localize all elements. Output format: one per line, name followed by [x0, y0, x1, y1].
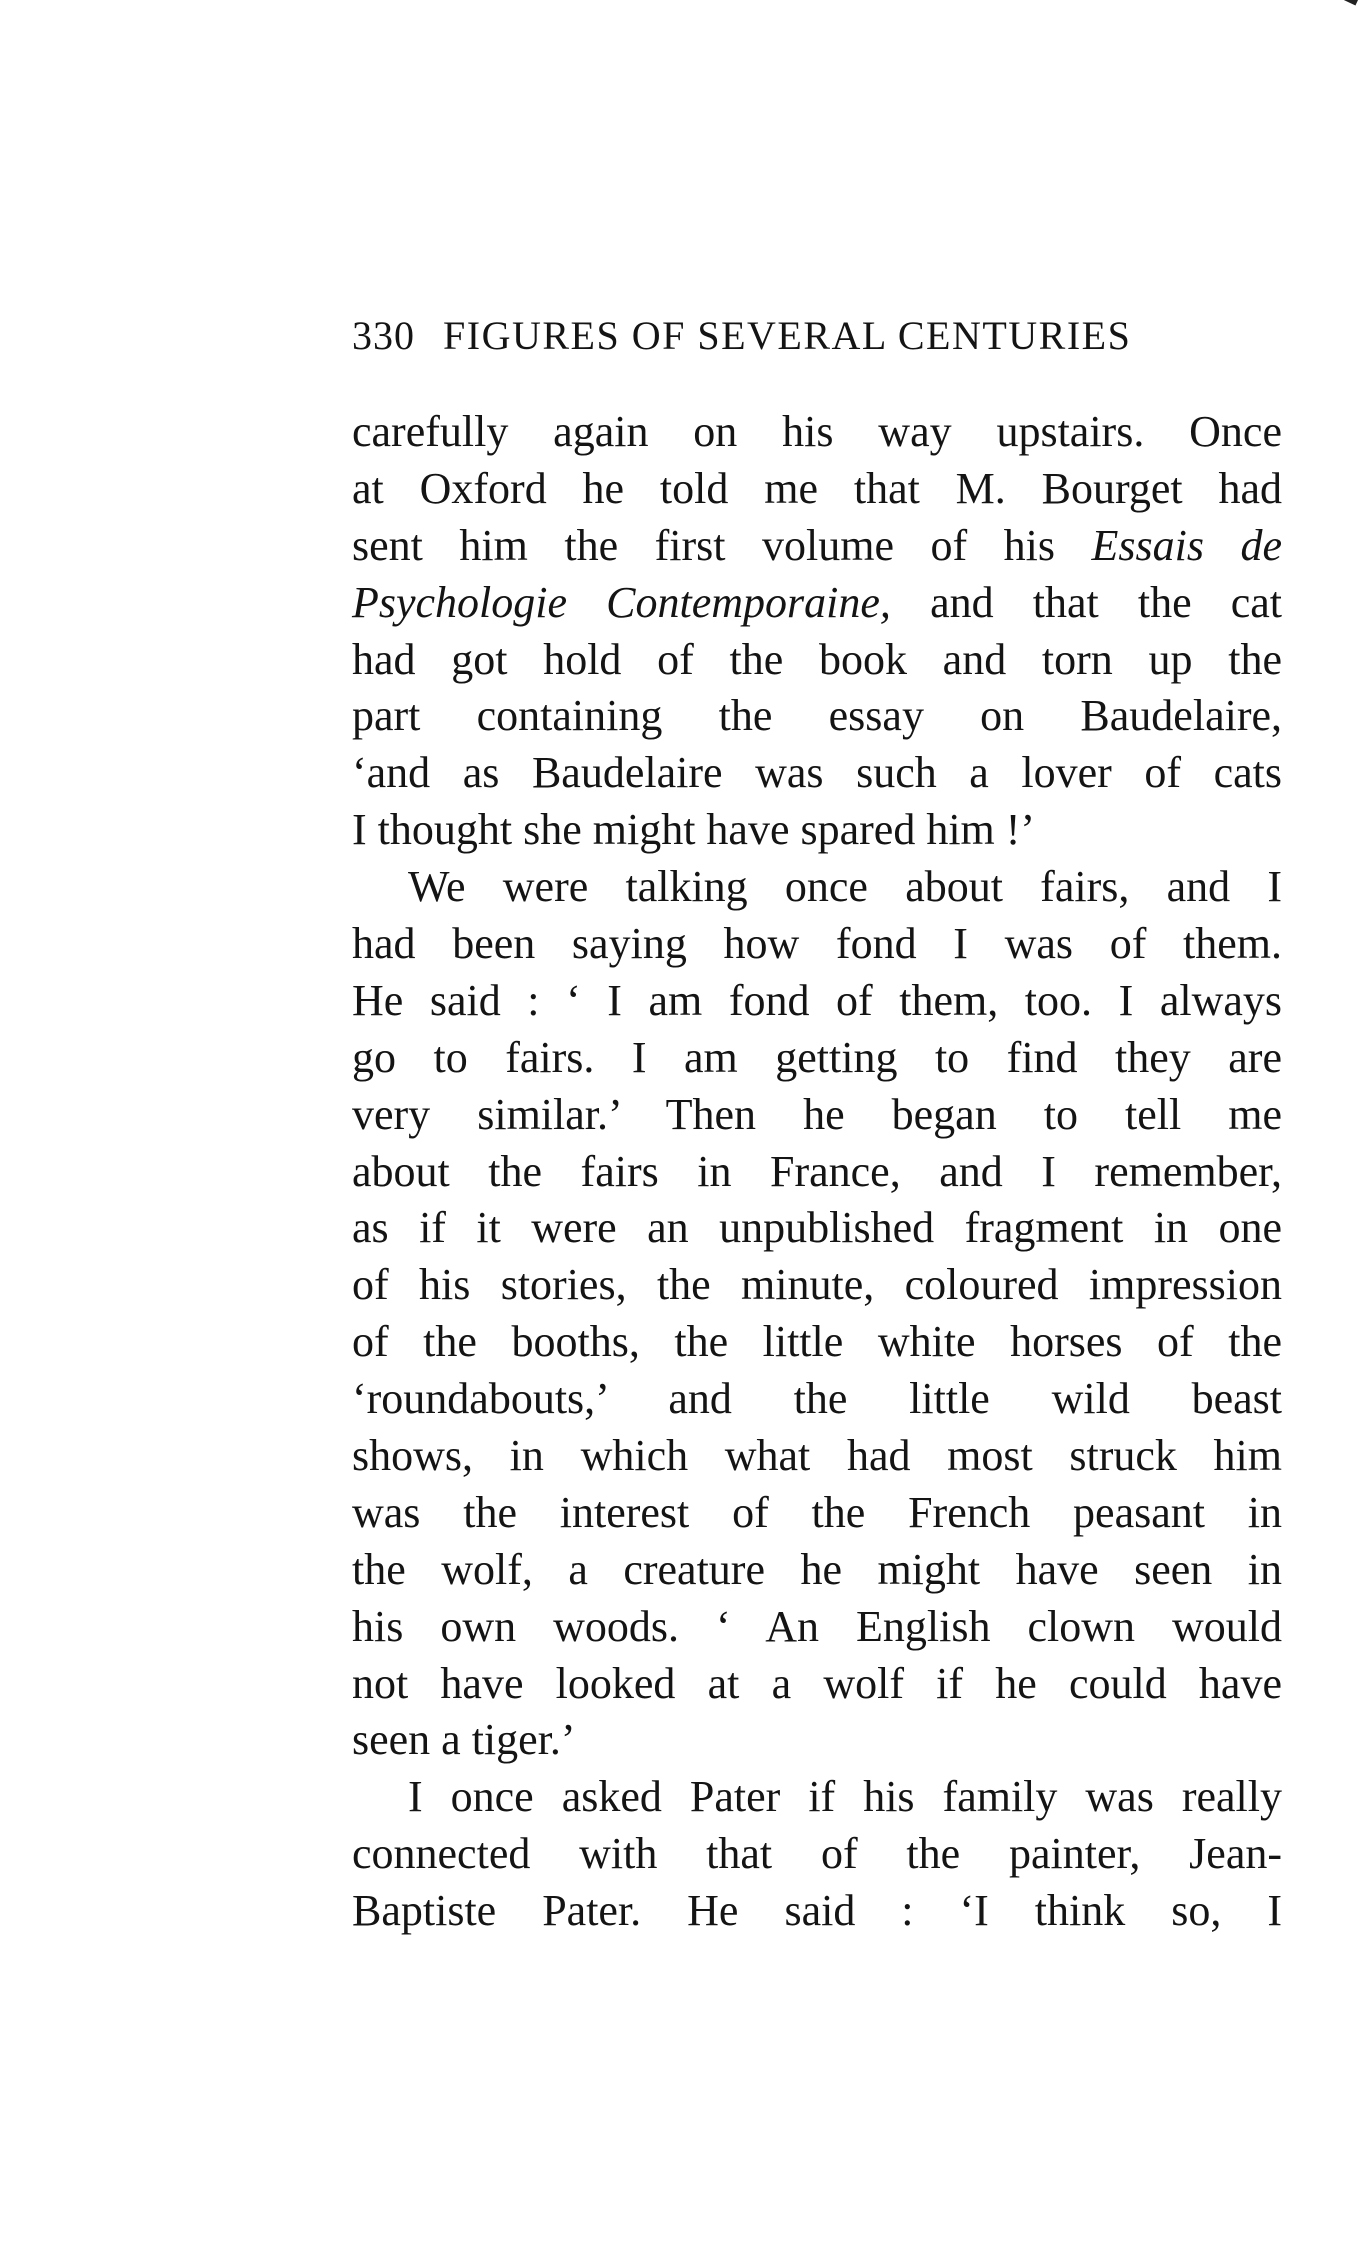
text-line: was the interest of the French peasant in — [352, 1487, 1282, 1537]
text-line: He said : ‘ I am fond of them, too. I always — [352, 975, 1282, 1025]
corner-mark — [1343, 0, 1358, 5]
text-line: had been saying how fond I was of them. — [352, 919, 1282, 969]
text-line: connected with that of the painter, Jean- — [352, 1829, 1282, 1879]
text-line: I thought she might have spared him !’ — [352, 805, 1036, 855]
text-line: ‘roundabouts,’ and the little wild beast — [352, 1374, 1282, 1424]
text-line: We were talking once about fairs, and I — [408, 862, 1282, 912]
page-number: 330 — [352, 313, 415, 358]
text-line: his own woods. ‘ An English clown would — [352, 1601, 1282, 1651]
text-fragment: sent him the first volume of his — [352, 520, 1055, 570]
text-line: had got hold of the book and torn up the — [352, 634, 1282, 684]
text-line: go to fairs. I am getting to find they are — [352, 1032, 1282, 1082]
text-line: not have looked at a wolf if he could have — [352, 1658, 1282, 1708]
text-line — [352, 518, 1282, 575]
text-line: of the booths, the little white horses of the — [352, 1317, 1282, 1367]
running-title: FIGURES OF SEVERAL CENTURIES — [443, 313, 1132, 358]
text-line: at Oxford he told me that M. Bourget had — [352, 463, 1282, 513]
body-text — [352, 404, 1282, 1940]
text-line: part containing the essay on Baudelaire, — [352, 691, 1282, 741]
text-line: as if it were an unpublished fragment in one — [352, 1203, 1282, 1253]
text-line: seen a tiger.’ — [352, 1715, 576, 1765]
text-fragment: and that the cat — [930, 577, 1283, 627]
text-line: about the fairs in France, and I remember, — [352, 1146, 1282, 1196]
text-line: shows, in which what had most struck him — [352, 1431, 1282, 1481]
text-line: of his stories, the minute, coloured impression — [352, 1260, 1282, 1310]
text-line: very similar.’ Then he began to tell me — [352, 1089, 1282, 1139]
text-line: the wolf, a creature he might have seen in — [352, 1544, 1282, 1594]
text-line: ‘and as Baudelaire was such a lover of cats — [352, 748, 1282, 798]
text-line: Baptiste Pater. He said : ‘I think so, I — [352, 1886, 1282, 1936]
running-head — [352, 312, 1282, 359]
text-line: carefully again on his way upstairs. Once — [352, 407, 1282, 456]
text-line: I once asked Pater if his family was really — [408, 1772, 1282, 1822]
italic-title-fragment: Essais de — [1091, 520, 1283, 570]
italic-title-fragment: Psychologie Contemporaine, — [352, 577, 891, 627]
text-line — [352, 575, 1282, 632]
